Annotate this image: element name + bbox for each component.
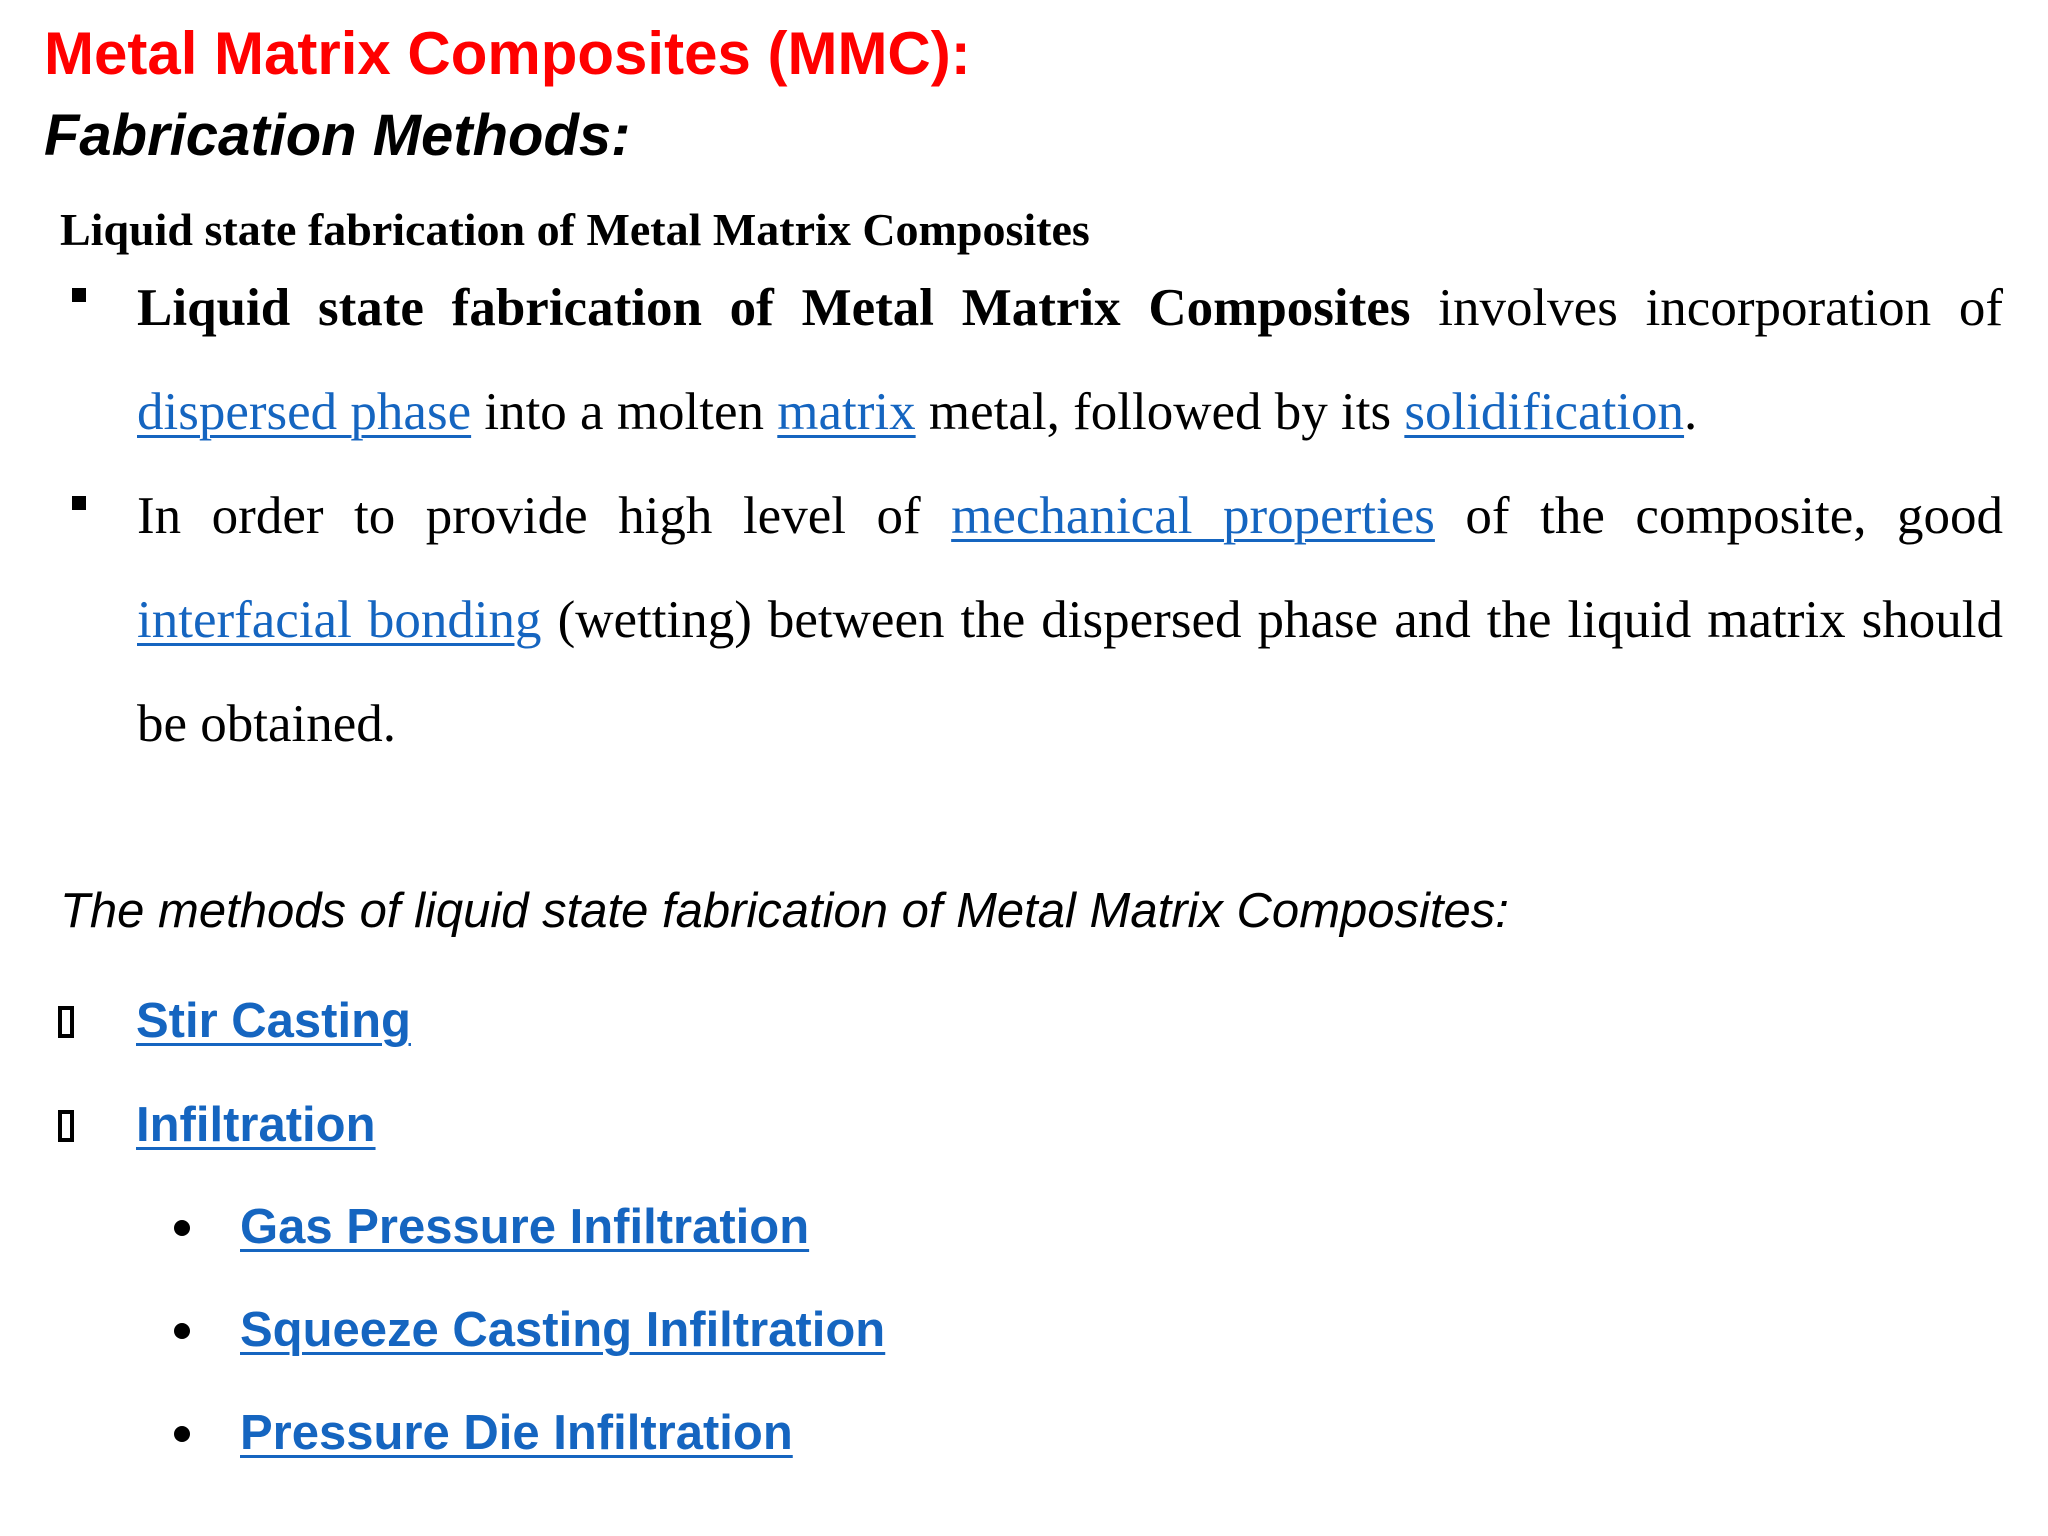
text-fragment: metal, followed by its bbox=[915, 383, 1405, 441]
page-title: Metal Matrix Composites (MMC): bbox=[44, 20, 971, 87]
text-fragment: into a molten bbox=[471, 383, 778, 441]
bullet-item-2 bbox=[60, 464, 2004, 776]
text-fragment: In order to provide high level of bbox=[137, 487, 952, 545]
section-heading: Liquid state fabrication of Metal Matrix Composites bbox=[60, 204, 1090, 255]
link-infiltration[interactable]: Infiltration bbox=[136, 1098, 376, 1152]
link-interfacial-bonding[interactable]: interfacial bonding bbox=[137, 591, 542, 649]
link-matrix[interactable]: matrix bbox=[777, 383, 916, 441]
bullet-text-1 bbox=[137, 256, 2003, 464]
bullet-text-2 bbox=[137, 464, 2003, 776]
bullet-item-1 bbox=[60, 256, 2004, 464]
bold-lead: Liquid state fabrication of Metal Matrix Composites bbox=[137, 279, 1411, 337]
link-solidification[interactable]: solidification bbox=[1404, 383, 1685, 441]
box-bullet-icon bbox=[58, 1110, 74, 1142]
text-fragment: . bbox=[1684, 383, 1698, 441]
methods-intro: The methods of liquid state fabrication of Metal Matrix Composites: bbox=[60, 884, 1509, 938]
square-bullet-icon bbox=[72, 288, 86, 302]
round-bullet-icon bbox=[174, 1220, 190, 1236]
link-mechanical-properties[interactable]: mechanical properties bbox=[951, 487, 1435, 545]
text-fragment: involves incorporation of bbox=[1410, 279, 2003, 337]
round-bullet-icon bbox=[174, 1323, 190, 1339]
link-pressure-die-infiltration[interactable]: Pressure Die Infiltration bbox=[240, 1406, 793, 1460]
page-subtitle: Fabrication Methods: bbox=[44, 103, 631, 168]
box-bullet-icon bbox=[58, 1006, 74, 1038]
text-fragment: (wetting) between the dispersed phase and the liquid matrix should be obtained. bbox=[137, 591, 2003, 753]
bullet-list bbox=[60, 256, 2004, 776]
link-dispersed-phase[interactable]: dispersed phase bbox=[137, 383, 472, 441]
round-bullet-icon bbox=[174, 1426, 190, 1442]
link-squeeze-casting-infiltration[interactable]: Squeeze Casting Infiltration bbox=[240, 1303, 886, 1357]
link-stir-casting[interactable]: Stir Casting bbox=[136, 994, 411, 1048]
text-fragment: of the composite, good bbox=[1434, 487, 2004, 545]
square-bullet-icon bbox=[72, 496, 86, 510]
link-gas-pressure-infiltration[interactable]: Gas Pressure Infiltration bbox=[240, 1200, 810, 1254]
